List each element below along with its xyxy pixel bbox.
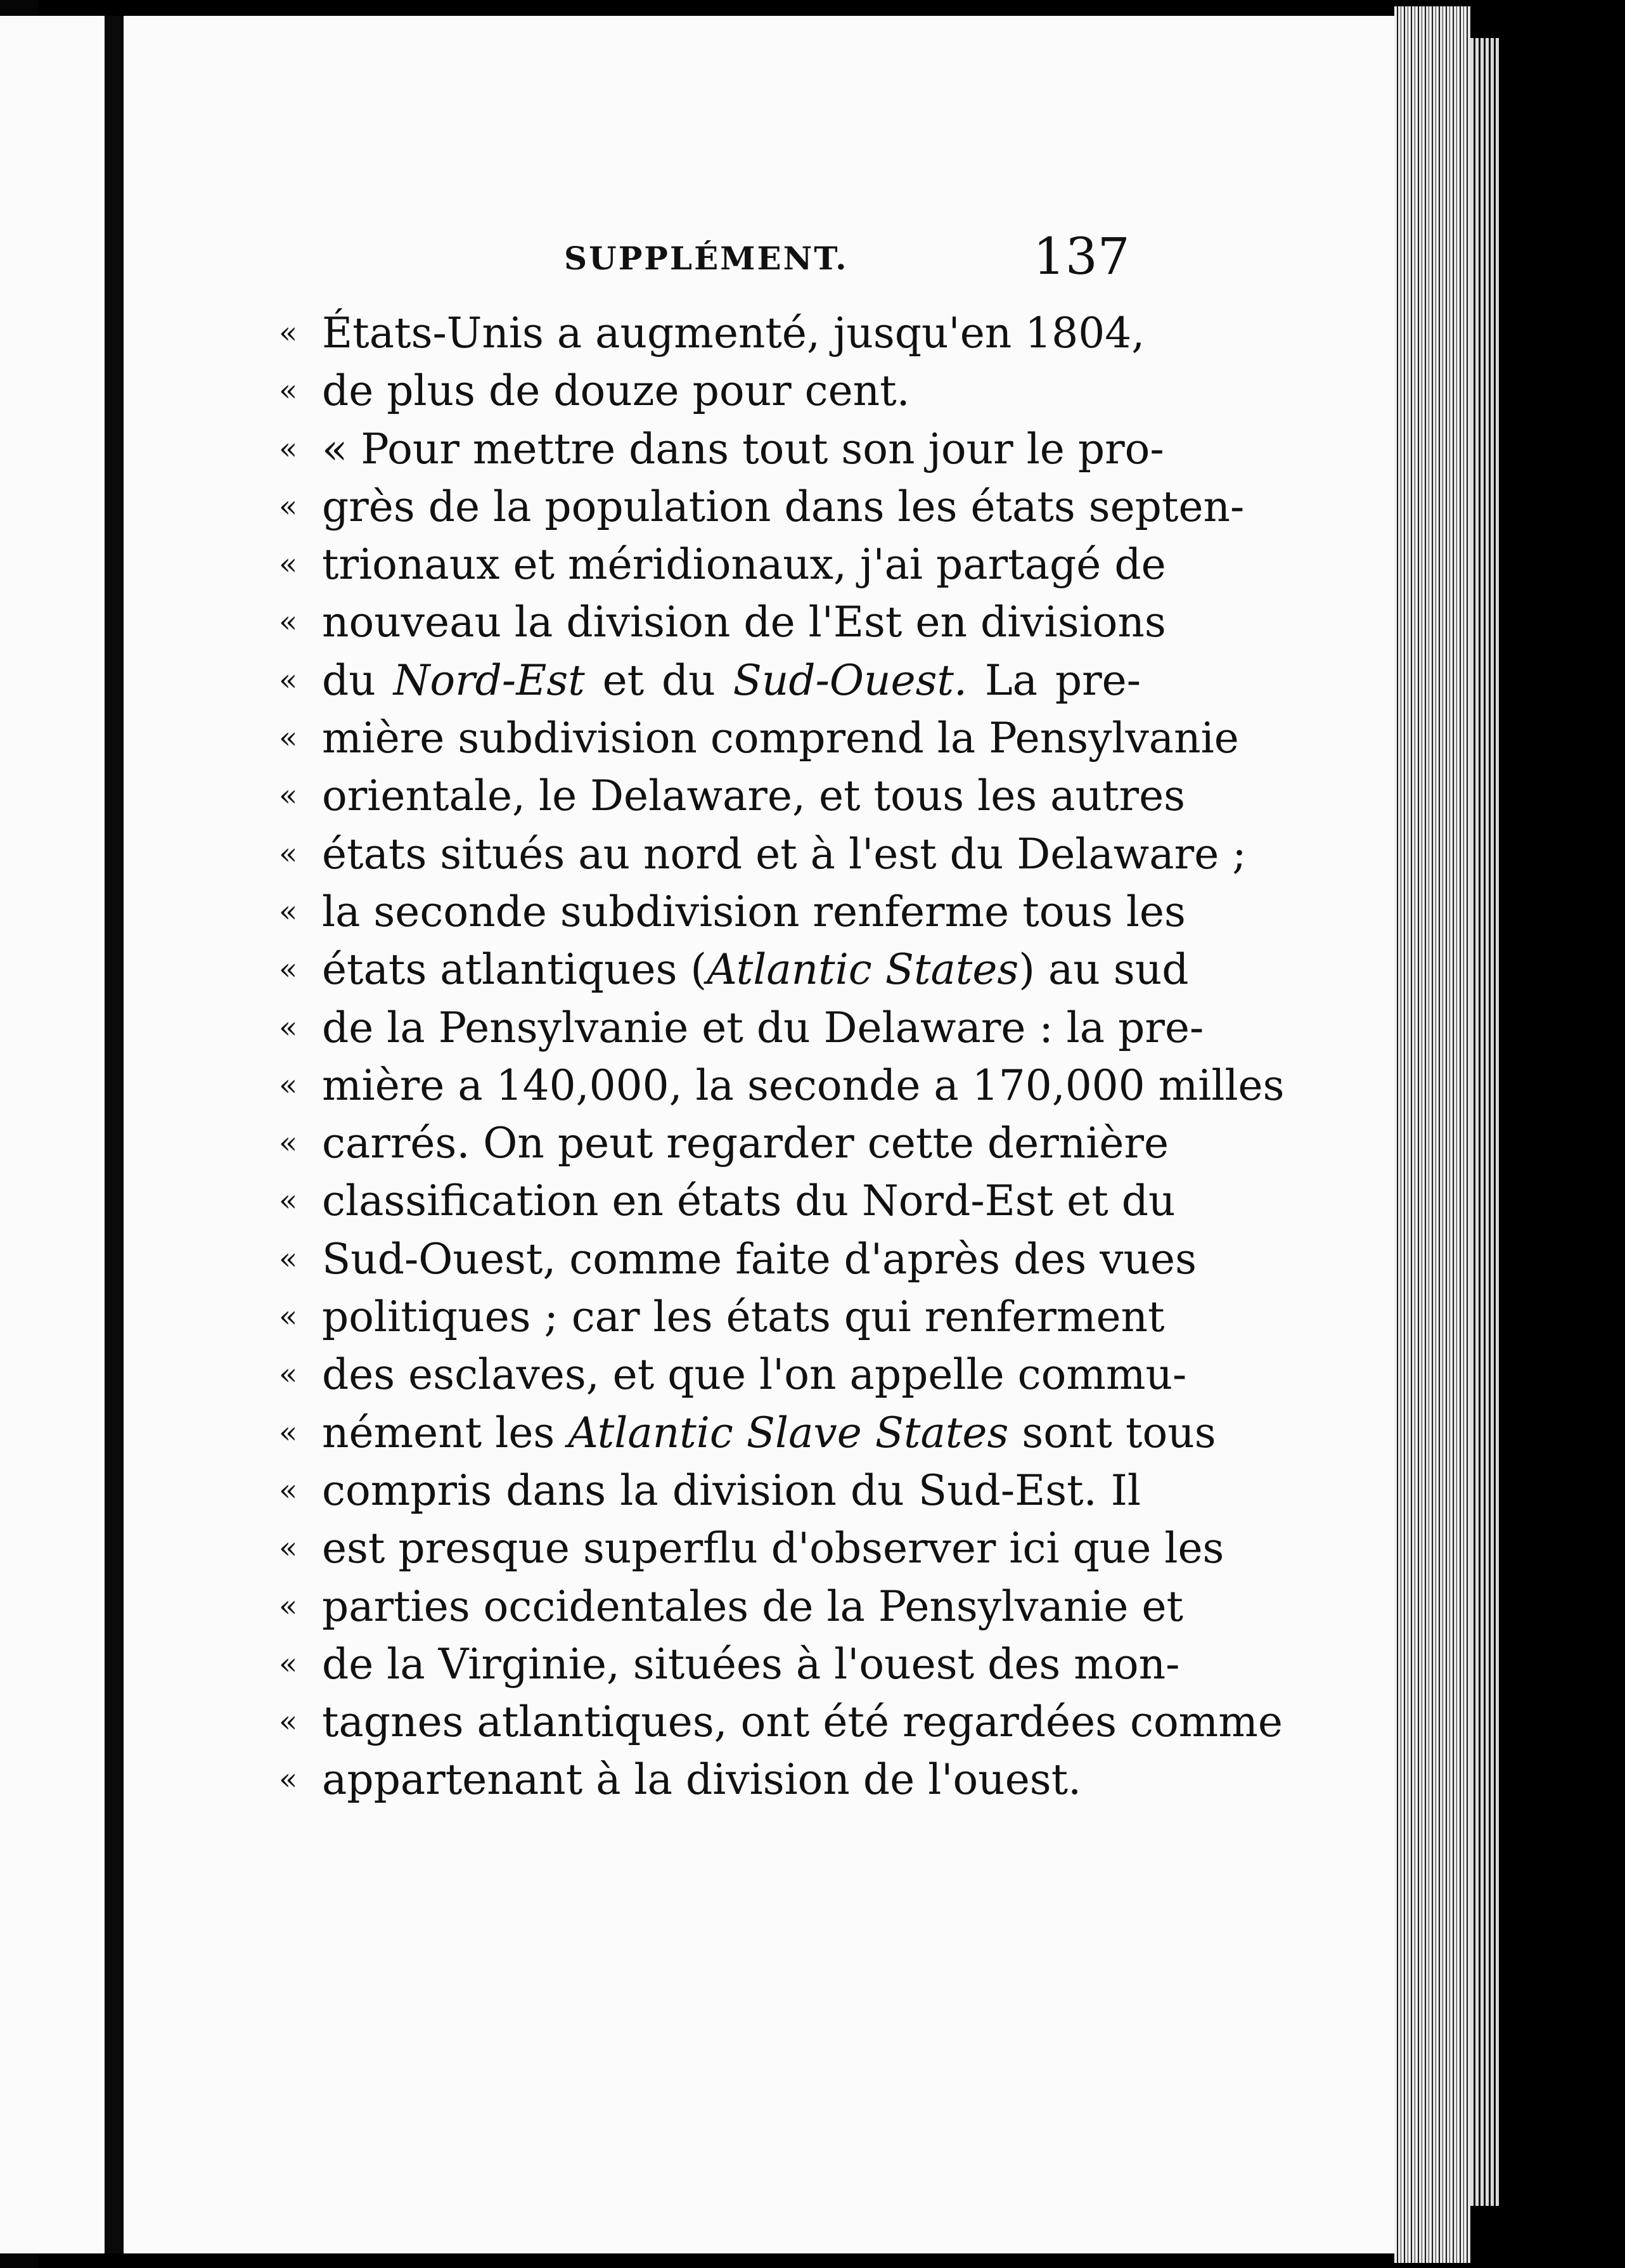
quote-mark: «	[279, 1762, 298, 1798]
text-line	[279, 1693, 1283, 1751]
text-segment: de la Pensylvanie et du Delaware : la pre-	[322, 1003, 1204, 1052]
running-head: SUPPLÉMENT.	[564, 240, 849, 277]
quote-mark: «	[279, 1067, 298, 1103]
quote-mark: «	[279, 1240, 298, 1277]
text-line	[279, 652, 1141, 709]
quote-mark: «	[279, 1588, 298, 1624]
line-text	[322, 941, 1189, 998]
line-text	[322, 1751, 1141, 1808]
text-line	[279, 1288, 1165, 1346]
line-text	[322, 304, 1145, 362]
quote-mark: «	[279, 1356, 298, 1393]
page-edges-inner	[1470, 38, 1499, 2206]
text-line	[279, 1462, 1141, 1519]
quote-mark: «	[279, 1125, 298, 1161]
line-text	[322, 1230, 1197, 1288]
text-segment: compris dans la division du Sud-Est. Il	[322, 1466, 1141, 1515]
text-segment: La pre-	[967, 655, 1141, 705]
line-text	[322, 478, 1244, 536]
page-header	[564, 227, 1134, 297]
text-segment: états atlantiques (	[322, 945, 707, 995]
text-segment: du	[322, 655, 394, 705]
line-text	[322, 593, 1166, 651]
line-text	[322, 1635, 1179, 1693]
line-text	[322, 1288, 1165, 1346]
italic-text: Nord-Est	[393, 655, 585, 705]
text-line	[279, 593, 1166, 651]
book-spine	[105, 16, 124, 2253]
text-segment: mière subdivision comprend la Pensylvanie	[322, 714, 1239, 763]
text-segment: tagnes atlantiques, ont été regardées comme	[322, 1698, 1283, 1747]
text-segment: « Pour mettre dans tout son jour le pro-	[322, 424, 1164, 474]
text-line	[279, 1519, 1224, 1577]
quote-mark: «	[279, 373, 298, 409]
text-segment: états situés au nord et à l'est du Delaware ;	[322, 829, 1247, 879]
quote-mark: «	[279, 546, 298, 583]
quote-mark: «	[279, 1530, 298, 1566]
text-segment: sont tous	[1008, 1408, 1216, 1457]
line-text	[322, 1462, 1141, 1519]
text-line	[279, 999, 1204, 1057]
quote-mark: «	[279, 1183, 298, 1219]
text-segment: la seconde subdivision renferme tous les	[322, 887, 1186, 936]
text-segment: classification en états du Nord-Est et du	[322, 1176, 1176, 1226]
text-line	[279, 1346, 1187, 1403]
quote-mark: «	[279, 1299, 298, 1335]
text-line	[279, 478, 1245, 536]
text-segment: ) au sud	[1018, 945, 1189, 995]
text-line	[279, 941, 1189, 998]
line-text	[322, 1114, 1169, 1172]
line-text	[322, 652, 1141, 709]
line-text	[322, 362, 1141, 420]
text-segment: politiques ; car les états qui renferment	[322, 1292, 1165, 1342]
text-line	[279, 1578, 1184, 1635]
line-text	[322, 1172, 1176, 1230]
text-segment: États-Unis a augmenté, jusqu'en 1804,	[322, 309, 1145, 358]
text-line	[279, 1404, 1216, 1462]
italic-text: Sud-Ouest.	[733, 655, 967, 705]
text-segment: nément les	[322, 1408, 568, 1457]
page-edges	[1394, 6, 1470, 2263]
line-text	[322, 767, 1185, 825]
quote-mark: «	[279, 662, 298, 698]
text-line	[279, 1230, 1197, 1288]
text-line	[279, 825, 1247, 883]
text-line	[279, 1751, 1141, 1808]
line-text	[322, 883, 1186, 941]
quote-mark: «	[279, 315, 298, 351]
text-segment: de la Virginie, situées à l'ouest des mon-	[322, 1639, 1180, 1689]
line-text	[322, 999, 1204, 1057]
quote-mark: «	[279, 1009, 298, 1045]
quote-mark: «	[279, 835, 298, 872]
line-text	[322, 825, 1246, 883]
quote-mark: «	[279, 1472, 298, 1508]
quote-mark: «	[279, 604, 298, 640]
quote-mark: «	[279, 1414, 298, 1450]
text-line	[279, 1114, 1169, 1172]
text-segment: des esclaves, et que l'on appelle commu-	[322, 1350, 1187, 1400]
quote-mark: «	[279, 1646, 298, 1682]
text-segment: appartenant à la division de l'ouest.	[322, 1755, 1082, 1805]
text-line	[279, 304, 1145, 362]
italic-text: Atlantic Slave States	[568, 1408, 1009, 1457]
text-segment: carrés. On peut regarder cette dernière	[322, 1119, 1169, 1168]
text-segment: de plus de douze pour cent.	[322, 366, 910, 416]
text-segment: mière a 140,000, la seconde a 170,000 milles	[322, 1060, 1285, 1110]
text-line	[279, 883, 1186, 941]
text-line	[279, 362, 1141, 420]
line-text	[322, 1519, 1224, 1577]
text-segment: Sud-Ouest, comme faite d'après des vues	[322, 1234, 1197, 1284]
text-segment: est presque superflu d'observer ici que les	[322, 1524, 1224, 1573]
line-text	[322, 709, 1239, 767]
italic-text: Atlantic States	[707, 945, 1019, 995]
quote-mark: «	[279, 778, 298, 814]
text-line	[279, 1057, 1285, 1114]
quote-mark: «	[279, 1704, 298, 1740]
line-text	[322, 420, 1164, 478]
text-line	[279, 536, 1166, 593]
quote-mark: «	[279, 720, 298, 756]
quote-mark: «	[279, 488, 298, 524]
text-segment: parties occidentales de la Pensylvanie et	[322, 1582, 1184, 1631]
text-line	[279, 709, 1239, 767]
quote-mark: «	[279, 430, 298, 467]
text-segment: nouveau la division de l'Est en divisions	[322, 598, 1166, 647]
page-number: 137	[1033, 227, 1130, 286]
text-line	[279, 1172, 1176, 1230]
text-segment: et du	[584, 655, 733, 705]
text-line	[279, 767, 1185, 825]
body-text	[279, 304, 1285, 1809]
quote-mark: «	[279, 893, 298, 929]
line-text	[322, 1578, 1183, 1635]
text-segment: orientale, le Delaware, et tous les autres	[322, 771, 1185, 821]
text-segment: trionaux et méridionaux, j'ai partagé de	[322, 540, 1166, 590]
quote-mark: «	[279, 951, 298, 988]
facing-page-edge	[0, 16, 105, 2253]
line-text	[322, 1346, 1186, 1403]
line-text	[322, 1404, 1216, 1462]
line-text	[322, 1057, 1284, 1114]
line-text	[322, 536, 1166, 593]
text-line	[279, 1635, 1180, 1693]
right-background	[1499, 0, 1625, 2268]
text-segment: grès de la population dans les états septen-	[322, 482, 1245, 531]
line-text	[322, 1693, 1283, 1751]
text-line	[279, 420, 1164, 478]
